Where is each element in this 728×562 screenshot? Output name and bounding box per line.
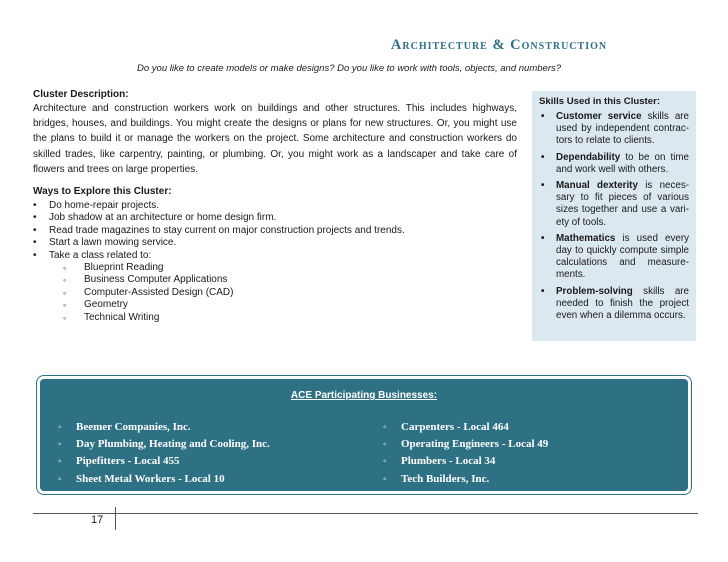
skill-name: Mathematics xyxy=(556,232,616,244)
bullet-icon: • xyxy=(33,237,37,249)
page-subtitle: Do you like to create models or make designs? Do you like to work with tools, objects, and numbers? xyxy=(137,63,562,74)
skill-name: Customer service xyxy=(556,111,642,122)
bullet-icon: • xyxy=(33,249,37,261)
bullet-icon: • xyxy=(33,200,37,211)
skill-item: • Dependability to be on time and work well with others. xyxy=(541,151,689,175)
sub-bullet-icon: ◦ xyxy=(383,439,387,451)
skill-name: Problem-solving xyxy=(556,285,633,297)
businesses-list-left xyxy=(58,419,270,488)
sub-bullet-icon: ◦ xyxy=(383,422,387,433)
footer-divider xyxy=(33,513,698,514)
list-item: ◦ Plumbers - Local 34 xyxy=(383,453,548,470)
list-item: ◦ Technical Writing xyxy=(63,311,160,323)
footer-vertical-divider xyxy=(115,507,116,530)
sub-bullet-icon: ◦ xyxy=(58,456,62,468)
skills-sidebar xyxy=(532,91,696,341)
list-item: • Job shadow at an architecture or home design firm. xyxy=(33,212,277,224)
list-item: ◦ Operating Engineers - Local 49 xyxy=(383,436,548,453)
sub-bullet-icon: ◦ xyxy=(63,275,67,286)
class-list xyxy=(63,262,234,324)
page-title: Architecture & Construction xyxy=(390,37,608,53)
businesses-list-right xyxy=(383,419,548,488)
bullet-icon: • xyxy=(33,224,37,236)
sub-bullet-icon: ◦ xyxy=(383,473,387,485)
cluster-description-heading: Cluster Description: xyxy=(33,89,129,100)
skills-heading: Skills Used in this Cluster: xyxy=(539,96,661,107)
list-item: ◦ Computer-Assisted Design (CAD) xyxy=(63,286,234,298)
bullet-icon: • xyxy=(541,285,545,297)
skill-item: • Problem-solving skills are needed to finish the project even when a dilemma occurs. xyxy=(541,285,689,322)
page-number: 17 xyxy=(91,514,104,526)
skill-item: • Mathematics is used every day to quickly compute simple calculations and measure-ments. xyxy=(541,232,689,281)
bullet-icon: • xyxy=(541,180,545,192)
list-item: • Read trade magazines to stay current on major construction projects and trends. xyxy=(33,224,405,236)
skill-name: Dependability xyxy=(556,151,621,163)
list-item: ◦ Blueprint Reading xyxy=(63,262,164,273)
sub-bullet-icon: ◦ xyxy=(63,300,67,311)
list-item: ◦ Beemer Companies, Inc. xyxy=(58,419,270,436)
list-item: ◦ Carpenters - Local 464 xyxy=(383,419,548,436)
sub-bullet-icon: ◦ xyxy=(58,422,62,433)
list-item: ◦ Pipefitters - Local 455 xyxy=(58,453,270,470)
skill-item: • Manual dexterity is neces-sary to fit pieces of various sizes together and use a vari-ety of tools. xyxy=(541,180,689,228)
sub-bullet-icon: ◦ xyxy=(63,287,67,298)
businesses-heading: ACE Participating Businesses: xyxy=(290,390,438,401)
bullet-icon: • xyxy=(541,151,545,163)
sub-bullet-icon: ◦ xyxy=(58,473,62,485)
list-item: ◦ Sheet Metal Workers - Local 10 xyxy=(58,471,270,488)
list-item: • Do home-repair projects. xyxy=(33,200,160,211)
sub-bullet-icon: ◦ xyxy=(63,263,67,273)
sub-bullet-icon: ◦ xyxy=(383,456,387,468)
ways-to-explore-list xyxy=(33,200,513,262)
list-item: • Start a lawn mowing service. xyxy=(33,237,177,249)
ways-to-explore-heading: Ways to Explore this Cluster: xyxy=(33,186,172,197)
skill-name: Manual dexterity xyxy=(556,180,638,192)
list-item: ◦ Business Computer Applications xyxy=(63,274,228,286)
cluster-description-body: Architecture and construction workers work on buildings and other structures. This includes highways, bridges, houses, and buildings. You might create the designs or plans for new structures. Or, you might use the plans to build it or manage the workers on the project. Some architecture and construction workers do skilled trades, like carpentry, painting, or plumbing. Or, you might work as a landscaper and take care of flowers and trees on large properties. xyxy=(33,103,517,175)
sub-bullet-icon: ◦ xyxy=(63,312,67,323)
list-item: • Take a class related to: xyxy=(33,249,152,261)
sub-bullet-icon: ◦ xyxy=(58,439,62,451)
bullet-icon: • xyxy=(541,232,545,244)
list-item: ◦ Tech Builders, Inc. xyxy=(383,471,548,488)
list-item: ◦ Geometry xyxy=(63,299,128,311)
bullet-icon: • xyxy=(33,212,37,224)
bullet-icon: • xyxy=(541,111,545,122)
skill-item: • Customer service skills are used by independent contrac-tors to relate to clients. xyxy=(541,111,689,147)
list-item: ◦ Day Plumbing, Heating and Cooling, Inc. xyxy=(58,436,270,453)
